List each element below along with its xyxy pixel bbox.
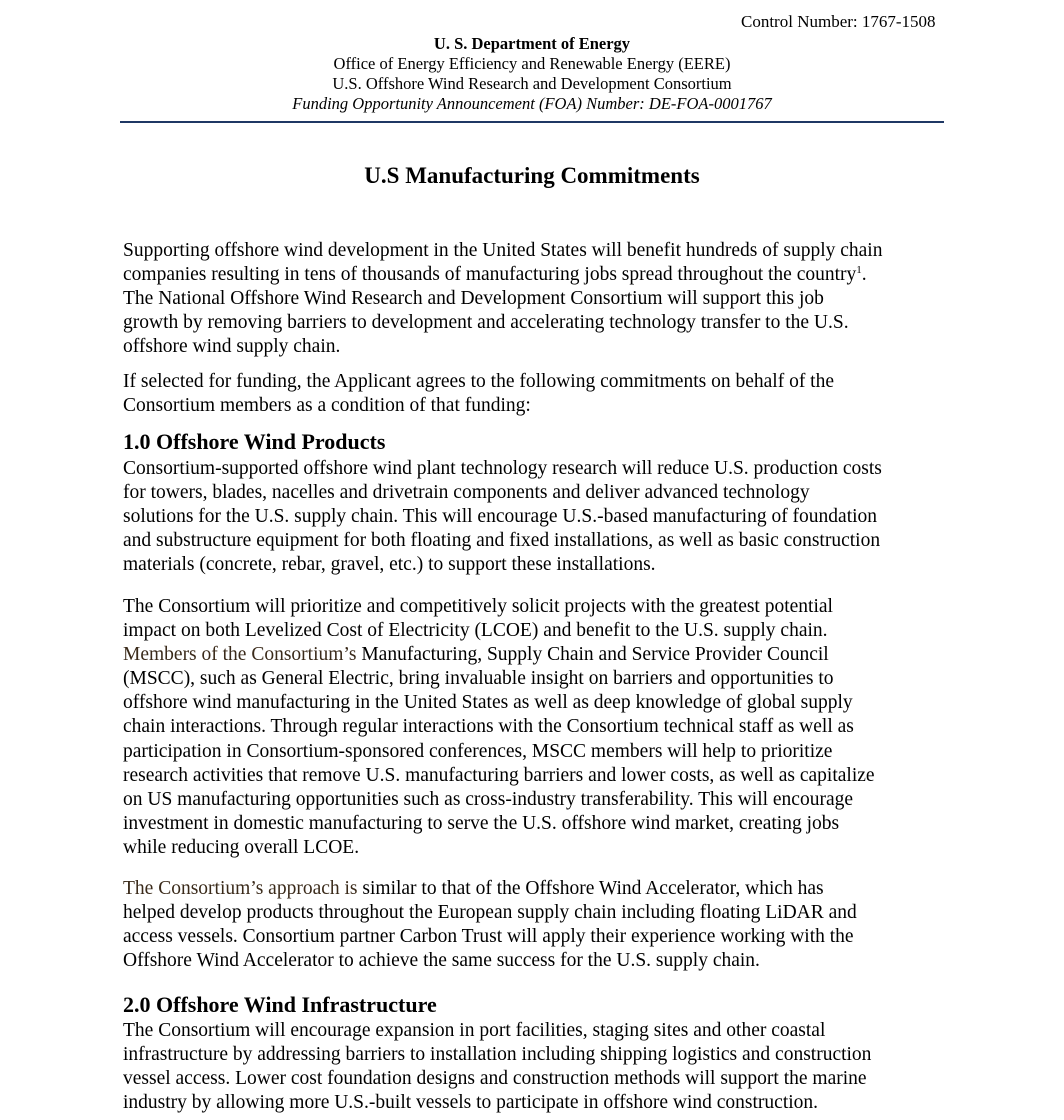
text-fragment: The Consortium’s approach is [123, 878, 363, 899]
text-line: infrastructure by addressing barriers to installation including shipping logistics and construction [123, 1044, 872, 1066]
document-title: U.S Manufacturing Commitments [364, 163, 700, 188]
text-line: helped develop products throughout the European supply chain including floating LiDAR and [123, 902, 857, 924]
text-line: and substructure equipment for both floating and fixed installations, as well as basic construction [123, 530, 881, 552]
text-line: access vessels. Consortium partner Carbon Trust will apply their experience working with the [123, 926, 854, 948]
section-1-paragraph-1 [123, 457, 953, 577]
section-1-paragraph-3 [123, 877, 953, 973]
text-fragment: similar to that of the Offshore Wind Accelerator, which has [362, 878, 824, 899]
intro-paragraph-1 [123, 239, 953, 359]
text-line [123, 877, 953, 901]
text-line: Consortium members as a condition of that funding: [123, 395, 531, 417]
text-line: industry by allowing more U.S.-built vessels to participate in offshore wind construction. [123, 1092, 819, 1114]
text-line: The National Offshore Wind Research and Development Consortium will support this job [123, 288, 824, 310]
text-fragment: . [861, 264, 867, 286]
agency-name: U. S. Department of Energy [433, 34, 631, 53]
text-line: materials (concrete, rebar, gravel, etc.) to support these installations. [123, 554, 656, 576]
text-fragment: Manufacturing, Supply Chain and Service Provider Council [361, 644, 829, 666]
text-line: for towers, blades, nacelles and drivetrain components and deliver advanced technology [123, 482, 810, 504]
text-fragment: Members of the Consortium’s [123, 644, 362, 666]
text-line: The Consortium will prioritize and competitively solicit projects with the greatest potential [123, 596, 833, 617]
text-line [123, 263, 953, 287]
header-rule [120, 121, 944, 123]
text-line: If selected for funding, the Applicant agrees to the following commitments on behalf of the [123, 371, 835, 392]
section-1-paragraph-2 [123, 595, 953, 860]
text-line: offshore wind manufacturing in the United States as well as deep knowledge of global supply [123, 692, 853, 714]
office-name: Office of Energy Efficiency and Renewable Energy (EERE) [333, 54, 731, 73]
text-line: Consortium-supported offshore wind plant technology research will reduce U.S. production costs [123, 458, 882, 479]
text-line: Supporting offshore wind development in the United States will benefit hundreds of supply chain [123, 240, 883, 261]
text-line: Offshore Wind Accelerator to achieve the same success for the U.S. supply chain. [123, 950, 760, 972]
text-line: vessel access. Lower cost foundation designs and construction methods will support the marine [123, 1068, 867, 1090]
text-line: (MSCC), such as General Electric, bring invaluable insight on barriers and opportunities to [123, 668, 834, 690]
text-line: chain interactions. Through regular interactions with the Consortium technical staff as well as [123, 716, 854, 738]
text-line: participation in Consortium-sponsored conferences, MSCC members will help to prioritize [123, 740, 833, 762]
text-line: while reducing overall LCOE. [123, 836, 360, 858]
control-number: Control Number: 1767-1508 [741, 12, 936, 31]
text-line: research activities that remove U.S. manufacturing barriers and lower costs, as well as capitalize [123, 764, 875, 786]
text-line: growth by removing barriers to development and accelerating technology transfer to the U.S. [123, 312, 849, 334]
foa-number: Funding Opportunity Announcement (FOA) Number: DE-FOA-0001767 [292, 94, 772, 113]
section-2-paragraph-1 [123, 1019, 953, 1115]
text-line: The Consortium will encourage expansion in port facilities, staging sites and other coastal [123, 1020, 826, 1041]
text-line: investment in domestic manufacturing to serve the U.S. offshore wind market, creating jobs [123, 812, 840, 834]
text-line: solutions for the U.S. supply chain. This will encourage U.S.-based manufacturing of foundation [123, 506, 878, 528]
text-line: on US manufacturing opportunities such as cross-industry transferability. This will encourage [123, 788, 854, 810]
section-1-heading: 1.0 Offshore Wind Products [123, 429, 386, 454]
text-line: impact on both Levelized Cost of Electricity (LCOE) and benefit to the U.S. supply chain. [123, 620, 828, 642]
text-line: offshore wind supply chain. [123, 336, 341, 358]
consortium-name: U.S. Offshore Wind Research and Development Consortium [332, 74, 732, 93]
intro-paragraph-2 [123, 370, 953, 418]
section-2-heading: 2.0 Offshore Wind Infrastructure [123, 992, 437, 1017]
text-fragment: companies resulting in tens of thousands of manufacturing jobs spread throughout the country [123, 264, 857, 286]
footnote-marker: 1 [856, 264, 862, 277]
text-line [123, 643, 953, 667]
